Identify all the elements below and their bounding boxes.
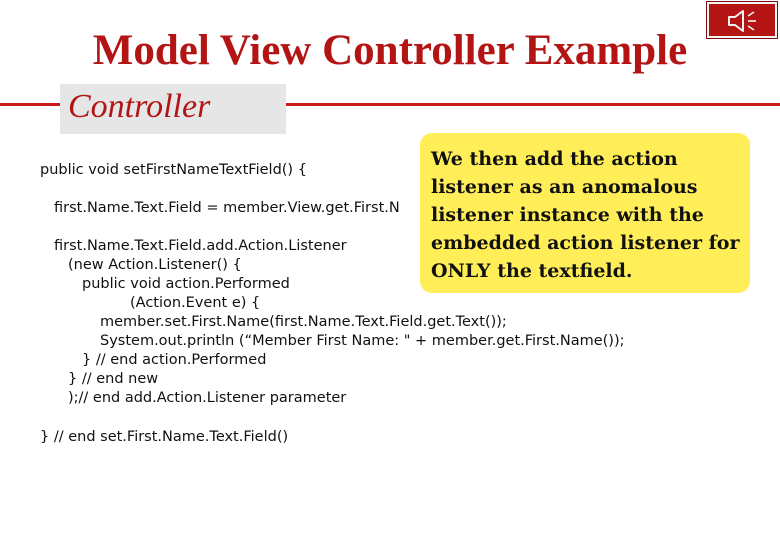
code-line: (new Action.Listener() {: [68, 257, 242, 273]
code-line: public void setFirstNameTextField() {: [40, 162, 307, 178]
code-line: member.set.First.Name(first.Name.Text.Field.get.Text());: [100, 314, 507, 330]
section-label: Controller: [68, 88, 211, 125]
code-line: first.Name.Text.Field = member.View.get.First.N: [54, 200, 400, 216]
callout-text: We then add the action listener as an anomalous listener instance with the embedded action listener for ONLY the textfield.: [431, 148, 740, 282]
code-line: public void action.Performed: [82, 276, 290, 292]
code-line: } // end set.First.Name.Text.Field(): [40, 429, 289, 445]
code-line: } // end action.Performed: [82, 352, 267, 368]
code-line: first.Name.Text.Field.add.Action.Listener: [54, 238, 347, 254]
slide-title: Model View Controller Example: [92, 27, 688, 74]
code-line: );// end add.Action.Listener parameter: [68, 390, 347, 406]
code-line: System.out.println (“Member First Name: " + member.get.First.Name());: [100, 333, 625, 349]
code-line: (Action.Event e) {: [130, 295, 261, 311]
code-line: } // end new: [68, 371, 159, 387]
callout-box: [420, 133, 750, 293]
